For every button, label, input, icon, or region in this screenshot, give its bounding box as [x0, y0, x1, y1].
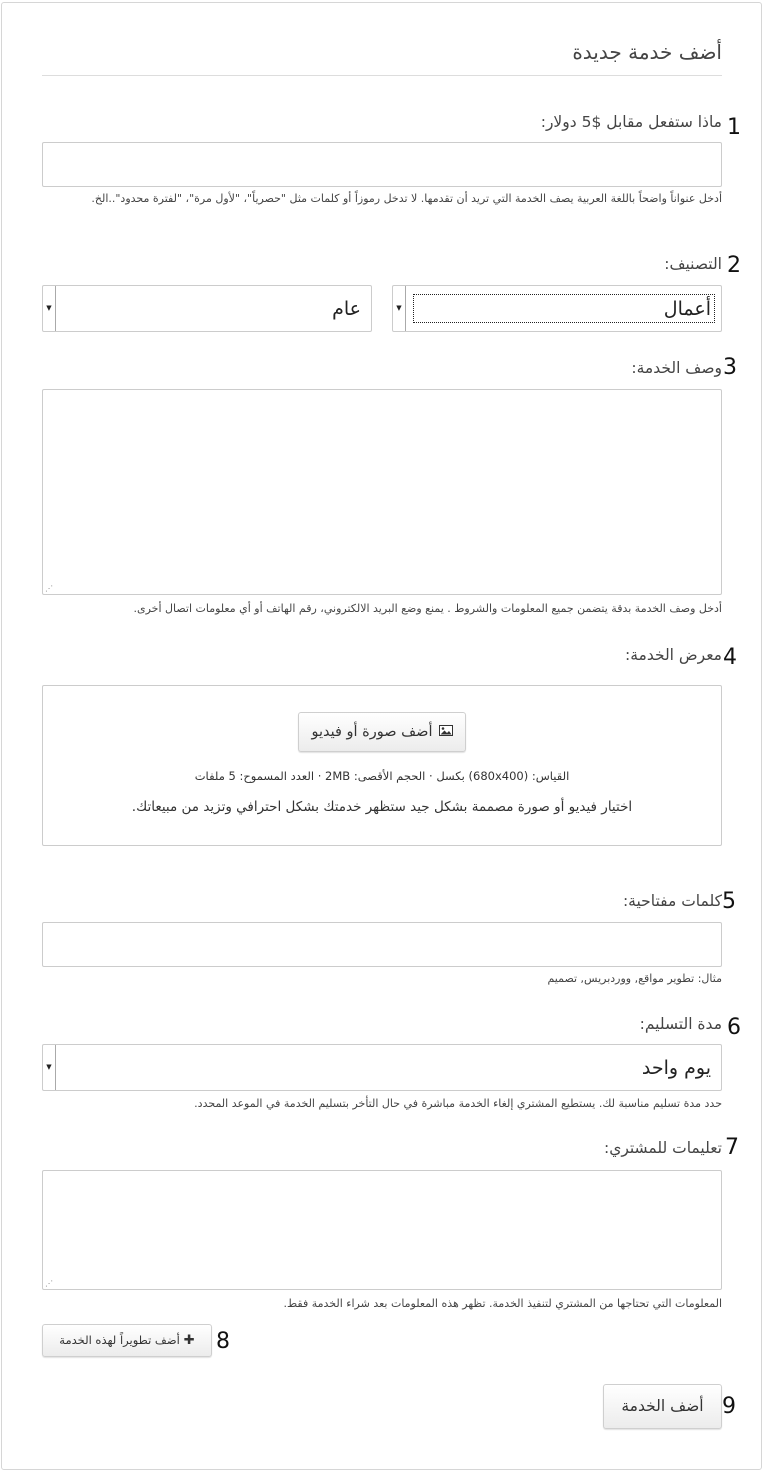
- submit-label: أضف الخدمة: [621, 1397, 704, 1415]
- add-media-button[interactable]: [298, 712, 466, 752]
- title-input[interactable]: [42, 142, 722, 187]
- description-textarea[interactable]: [42, 389, 722, 595]
- keywords-label: كلمات مفتاحية:: [622, 892, 722, 910]
- instructions-textarea[interactable]: [42, 1170, 722, 1290]
- keywords-input[interactable]: [42, 922, 722, 967]
- page-title: أضف خدمة جديدة: [572, 40, 722, 64]
- step-number-5: 5: [722, 889, 736, 914]
- delivery-value: يوم واحد: [641, 1057, 711, 1079]
- resize-handle-icon[interactable]: ⋰: [45, 1279, 53, 1288]
- add-media-label: أضف صورة أو فيديو: [311, 724, 433, 740]
- step-number-7: 7: [725, 1135, 739, 1160]
- instructions-help-text: المعلومات التي تحتاجها من المشتري لتنفيذ الخدمة. تظهر هذه المعلومات بعد شراء الخدمة فقط.: [283, 1297, 722, 1310]
- step-number-9: 9: [722, 1394, 736, 1419]
- title-help-text: أدخل عنواناً واضحاً باللغة العربية يصف الخدمة التي تريد أن تقدمها. لا تدخل رموزاً أو كلمات مثل "حصرياً"، "لأول مرة"، "لفترة محدود"..الخ.: [91, 192, 722, 205]
- main-category-value: أعمال: [663, 298, 711, 320]
- gallery-hint: اختيار فيديو أو صورة مصممة بشكل جيد ستظهر خدمتك بشكل احترافي وتزيد من مبيعاتك.: [131, 799, 633, 815]
- description-label: وصف الخدمة:: [631, 359, 722, 377]
- chevron-down-icon: ▼: [43, 286, 56, 331]
- step-number-4: 4: [723, 645, 737, 670]
- gallery-label: معرض الخدمة:: [624, 646, 722, 664]
- resize-handle-icon[interactable]: ⋰: [45, 584, 53, 593]
- delivery-select[interactable]: [42, 1044, 722, 1091]
- instructions-label: تعليمات للمشتري:: [603, 1139, 722, 1157]
- delivery-label: مدة التسليم:: [639, 1015, 722, 1033]
- step-number-8: 8: [216, 1329, 230, 1354]
- sub-category-value: عام: [332, 298, 361, 320]
- step-number-1: 1: [727, 115, 741, 140]
- add-upgrade-label: أضف تطويراً لهذه الخدمة: [59, 1333, 180, 1347]
- sub-category-select[interactable]: [42, 285, 372, 332]
- gallery-dropzone[interactable]: [42, 685, 722, 846]
- main-category-select[interactable]: [392, 285, 722, 332]
- gallery-specs: القياس: (680x400) بكسل · الحجم الأقصى: 2MB · العدد المسموح: 5 ملفات: [194, 769, 570, 783]
- chevron-down-icon: ▼: [393, 286, 406, 331]
- add-upgrade-button[interactable]: [42, 1324, 212, 1357]
- delivery-help-text: حدد مدة تسليم مناسبة لك. يستطيع المشتري إلغاء الخدمة مباشرة في حال التأخر بتسليم الخدمة في الموعد المحدد.: [194, 1097, 722, 1110]
- chevron-down-icon: ▼: [43, 1045, 56, 1090]
- step-number-2: 2: [727, 253, 741, 278]
- plus-icon: ✚: [183, 1333, 195, 1348]
- title-label: ماذا ستفعل مقابل $5 دولار:: [540, 113, 722, 131]
- category-label: التصنيف:: [664, 255, 722, 273]
- submit-service-button[interactable]: [603, 1384, 722, 1429]
- image-icon: [439, 713, 453, 751]
- keywords-help-text: مثال: تطوير مواقع, ووردبريس, تصميم: [547, 972, 722, 985]
- step-number-3: 3: [723, 355, 737, 380]
- description-help-text: أدخل وصف الخدمة بدقة يتضمن جميع المعلومات والشروط . يمنع وضع البريد الالكتروني، رقم الهاتف أو أي معلومات اتصال أخرى.: [133, 602, 722, 615]
- title-divider: [42, 75, 722, 76]
- step-number-6: 6: [727, 1015, 741, 1040]
